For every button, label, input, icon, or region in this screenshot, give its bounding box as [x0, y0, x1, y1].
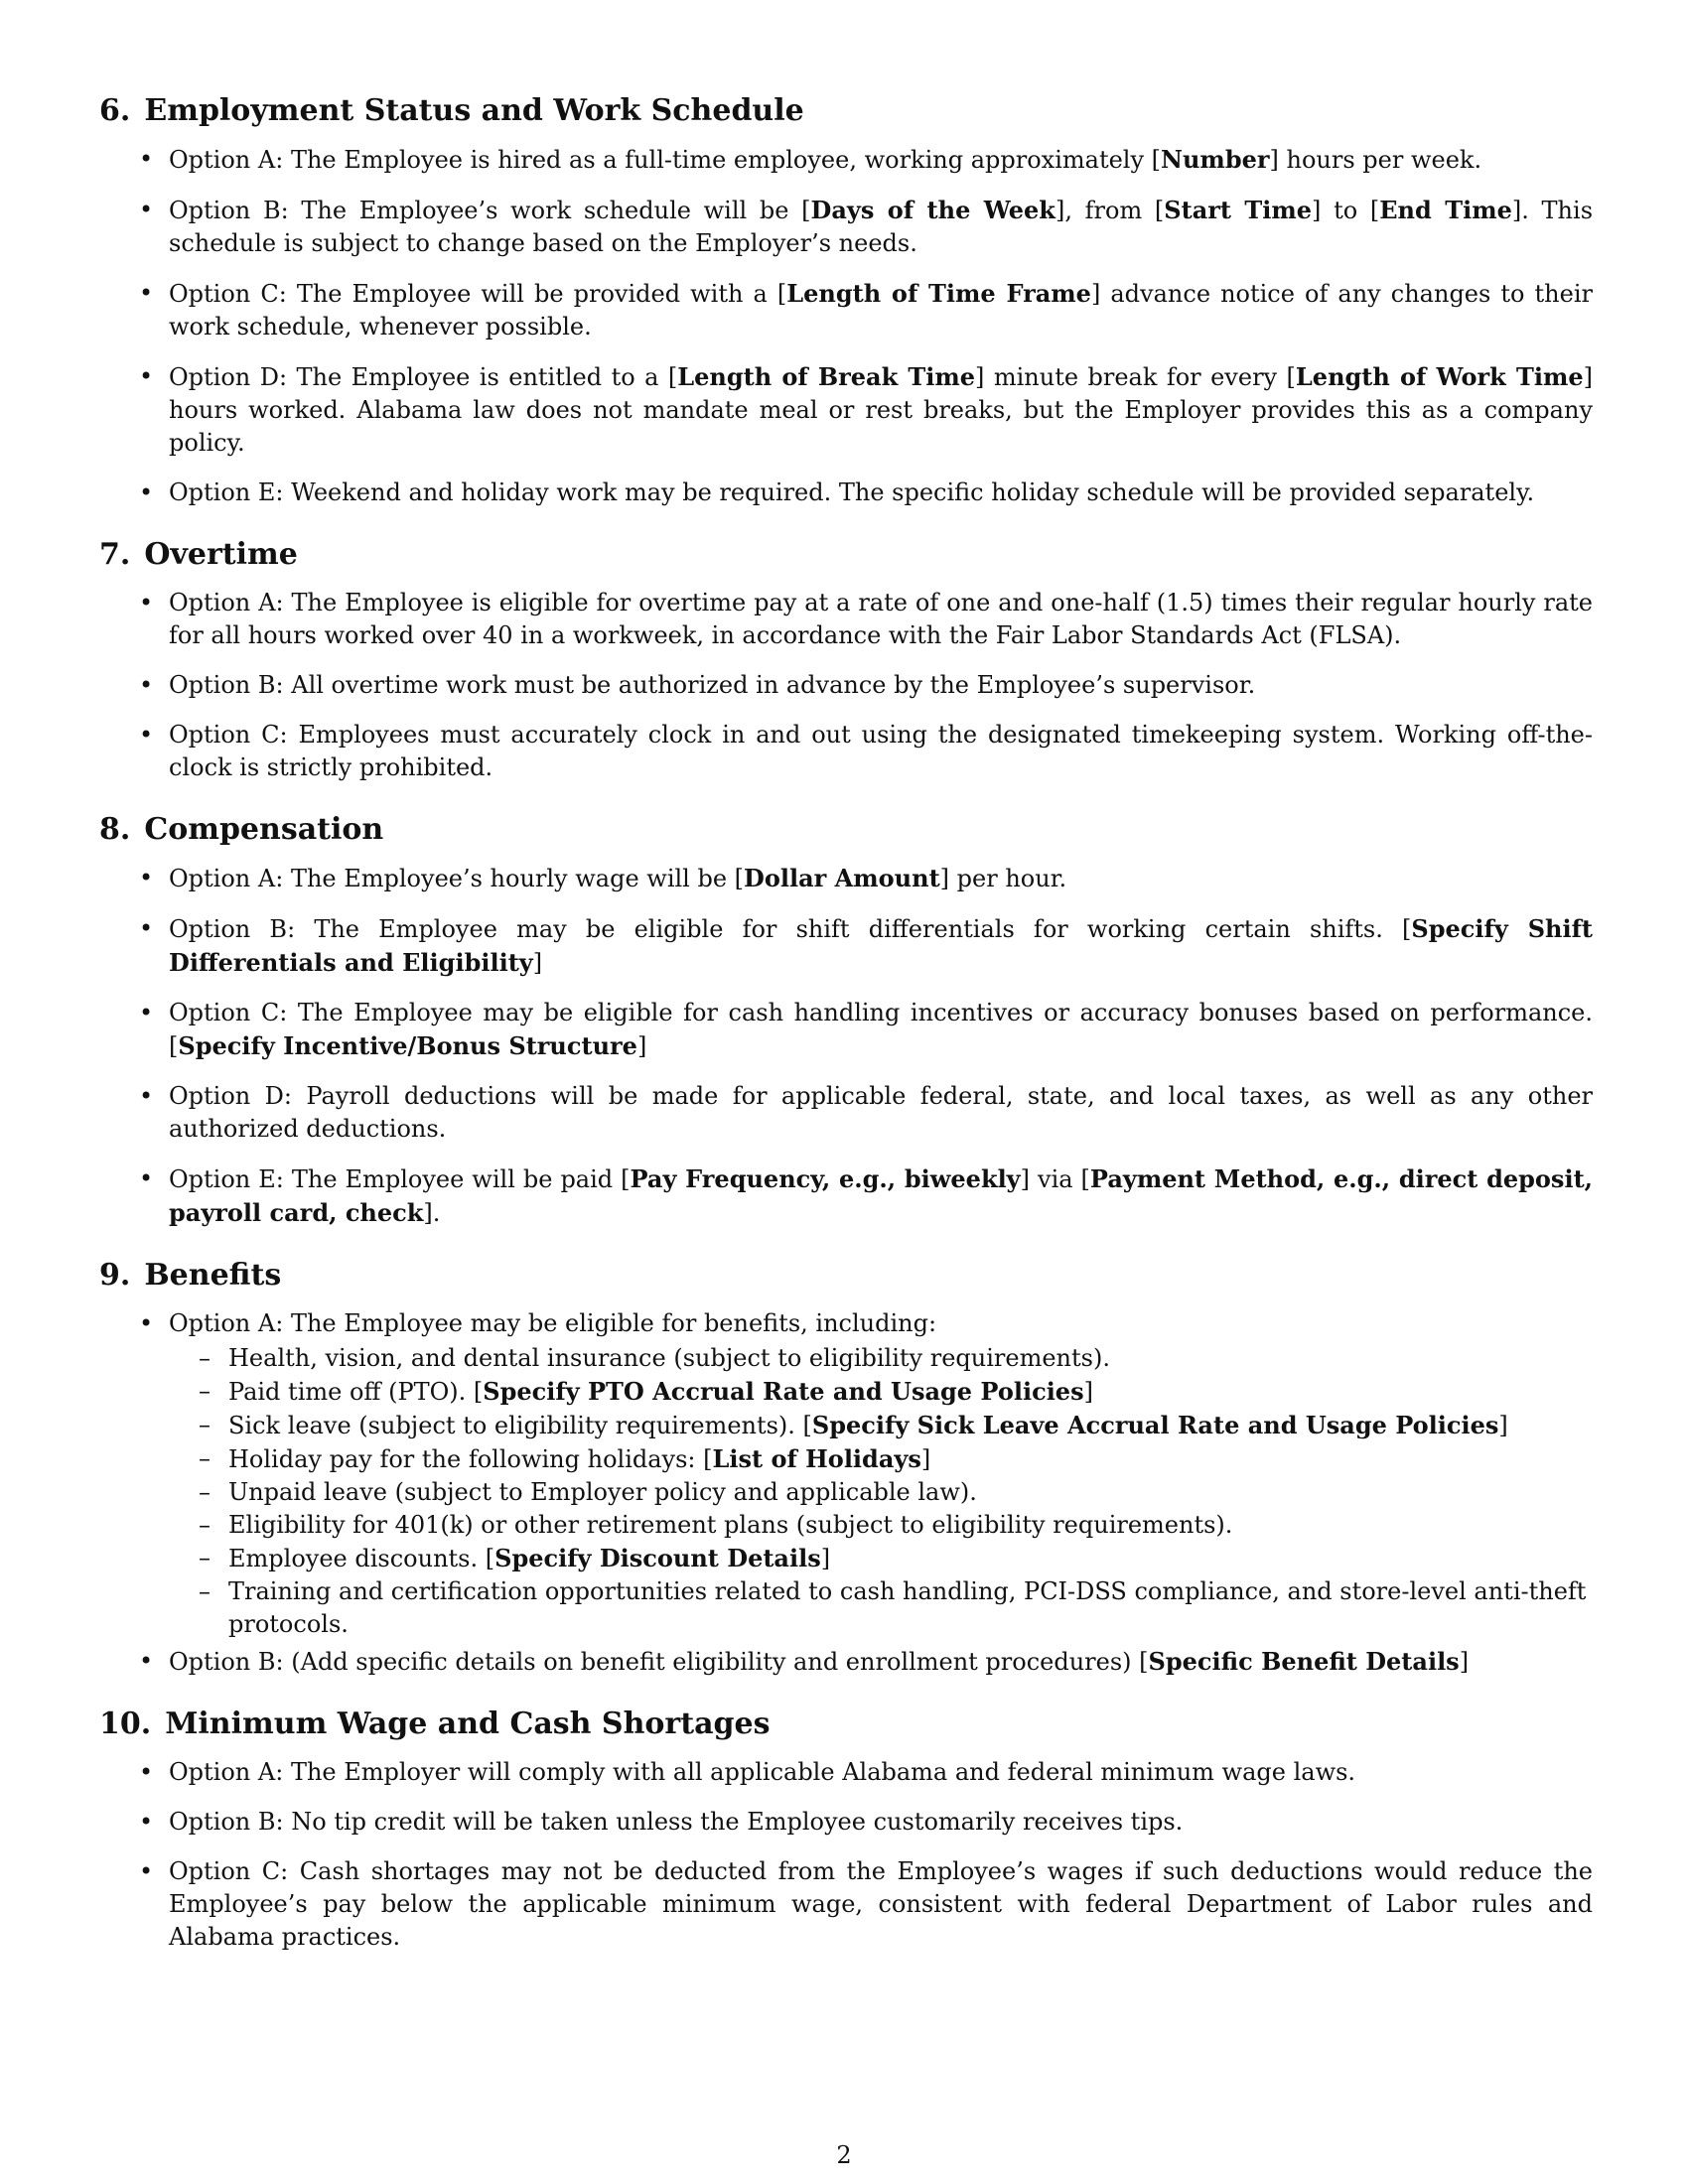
section-title: Compensation	[144, 812, 384, 847]
benefit-sublist	[169, 1342, 1593, 1641]
option-item: • Option C: The Employee will be provided with a [Length of Time Frame] advance notice of any changes to their work schedule, whenever possible.	[99, 277, 1593, 343]
option-item: • Option B: All overtime work must be authorized in advance by the Employee’s supervisor.	[99, 669, 1593, 702]
section-number: 10.	[99, 1706, 152, 1741]
option-item: • Option A: The Employee may be eligible for benefits, including: – Health, vision, and dental insurance (subject to eligibility requirements). – Paid time off (PTO). [Specify PTO Accrual Rate and Usage Policies] – Sick leave (subject to eligibility requirements). [Specify Sick Leave Accrual Rate and Usage Policies] – Holiday pay for the following holidays: [List of Holidays] – Unpaid leave (subject to Employer policy and applicable law). – Eligibility for 401(k) or other retirement plans (subject to eligibility requirements). – Employee discounts. [Specify Discount Details] – Training and certification opportunities related to cash handling, PCI-DSS compliance, and store-level anti-theft protocols.	[99, 1307, 1593, 1641]
page-number: 2	[836, 2141, 852, 2169]
section-heading	[99, 1256, 1593, 1296]
section-benefits	[99, 1256, 1593, 1679]
option-item: • Option B: The Employee may be eligible for shift differentials for working certain shifts. [Specify Shift Differentials and Eligibility]	[99, 912, 1593, 980]
section-heading	[99, 1705, 1593, 1744]
section-heading	[99, 535, 1593, 575]
section-minimum-wage	[99, 1705, 1593, 1954]
option-item: • Option A: The Employee is eligible for overtime pay at a rate of one and one-half (1.5) times their regular hourly rate for all hours worked over 40 in a workweek, in accordance with the Fair Labor Standards Act (FLSA).	[99, 587, 1593, 652]
section-title: Benefits	[144, 1258, 282, 1293]
section-overtime	[99, 535, 1593, 784]
option-list	[99, 1307, 1593, 1679]
section-heading	[99, 91, 1593, 131]
section-compensation	[99, 810, 1593, 1230]
section-number: 9.	[99, 1258, 131, 1293]
option-item: • Option E: Weekend and holiday work may be required. The specific holiday schedule will be provided separately.	[99, 477, 1593, 509]
option-item: • Option B: (Add specific details on benefit eligibility and enrollment procedures) [Specific Benefit Details]	[99, 1645, 1593, 1679]
option-list	[99, 862, 1593, 1230]
benefit-item: – Health, vision, and dental insurance (subject to eligibility requirements).	[169, 1342, 1593, 1375]
benefit-item: – Employee discounts. [Specify Discount Details]	[169, 1542, 1593, 1575]
benefit-item: – Training and certification opportunities related to cash handling, PCI-DSS compliance, and store-level anti-theft protocols.	[169, 1575, 1593, 1641]
benefit-item: – Unpaid leave (subject to Employer policy and applicable law).	[169, 1476, 1593, 1509]
section-number: 7.	[99, 537, 131, 572]
benefit-item: – Paid time off (PTO). [Specify PTO Accrual Rate and Usage Policies]	[169, 1375, 1593, 1409]
option-list	[99, 143, 1593, 509]
option-item: • Option B: The Employee’s work schedule will be [Days of the Week], from [Start Time] to [End Time]. This schedule is subject to change based on the Employer’s needs.	[99, 194, 1593, 260]
section-heading	[99, 810, 1593, 850]
option-list	[99, 587, 1593, 784]
option-item: • Option D: The Employee is entitled to a [Length of Break Time] minute break for every [Length of Work Time] hours worked. Alabama law does not mandate meal or rest breaks, but the Employer provides this as a company policy.	[99, 360, 1593, 460]
option-item: • Option C: Employees must accurately clock in and out using the designated timekeeping system. Working off-the-clock is strictly prohibited.	[99, 719, 1593, 784]
section-number: 6.	[99, 93, 131, 128]
option-list	[99, 1756, 1593, 1954]
benefit-item: – Holiday pay for the following holidays: [List of Holidays]	[169, 1442, 1593, 1476]
option-item: • Option D: Payroll deductions will be made for applicable federal, state, and local taxes, as well as any other authorized deductions.	[99, 1080, 1593, 1146]
option-item: • Option A: The Employer will comply with all applicable Alabama and federal minimum wage laws.	[99, 1756, 1593, 1789]
section-title: Minimum Wage and Cash Shortages	[165, 1706, 771, 1741]
option-item: • Option C: The Employee may be eligible for cash handling incentives or accuracy bonuses based on performance. [Specify Incentive/Bonus Structure]	[99, 997, 1593, 1063]
option-item: • Option C: Cash shortages may not be deducted from the Employee’s wages if such deductions would reduce the Employee’s pay below the applicable minimum wage, consistent with federal Department of Labor rules and Alabama practices.	[99, 1855, 1593, 1954]
benefit-item: – Sick leave (subject to eligibility requirements). [Specify Sick Leave Accrual Rate and Usage Policies]	[169, 1409, 1593, 1442]
section-title: Overtime	[144, 537, 298, 572]
section-number: 8.	[99, 812, 131, 847]
option-item: • Option E: The Employee will be paid [Pay Frequency, e.g., biweekly] via [Payment Method, e.g., direct deposit, payroll card, check].	[99, 1162, 1593, 1230]
section-employment-status	[99, 91, 1593, 509]
option-item: • Option B: No tip credit will be taken unless the Employee customarily receives tips.	[99, 1806, 1593, 1839]
benefit-item: – Eligibility for 401(k) or other retirement plans (subject to eligibility requirements).	[169, 1509, 1593, 1542]
option-item: • Option A: The Employee’s hourly wage will be [Dollar Amount] per hour.	[99, 862, 1593, 895]
option-item: • Option A: The Employee is hired as a full-time employee, working approximately [Number] hours per week.	[99, 143, 1593, 177]
document-page	[99, 91, 1593, 1979]
section-title: Employment Status and Work Schedule	[144, 93, 804, 128]
